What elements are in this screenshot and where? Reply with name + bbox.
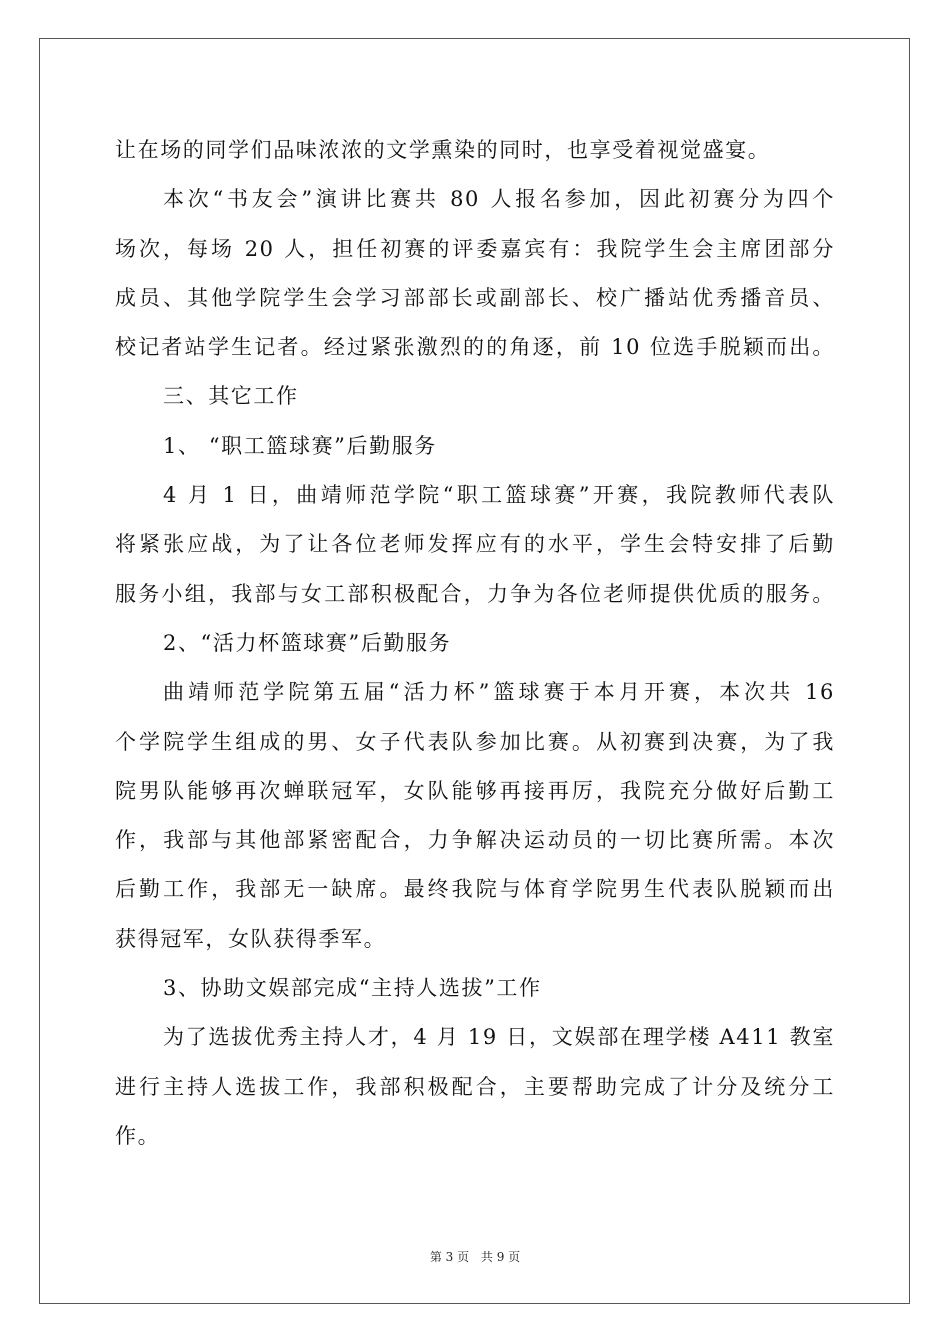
text-line: 后勤工作，我部无一缺席。最终我院与体育学院男生代表队脱颖而出 — [115, 877, 835, 902]
section-heading: 三、其它工作 — [163, 384, 299, 409]
subsection-heading: 2、“活力杯篮球赛”后勤服务 — [163, 630, 452, 655]
text-line: 校记者站学生记者。经过紧张激烈的的角逐，前 10 位选手脱颖而出。 — [115, 335, 835, 360]
text-line: 将紧张应战，为了让各位老师发挥应有的水平，学生会特安排了后勤 — [115, 532, 835, 557]
text-line: 获得冠军，女队获得季军。 — [115, 926, 387, 951]
page-total: 共 9 页 — [480, 1250, 521, 1264]
text-line: 服务小组，我部与女工部积极配合，力争为各位老师提供优质的服务。 — [115, 581, 835, 606]
page-number: 第 3 页 — [429, 1250, 470, 1264]
text-line: 成员、其他学院学生会学习部部长或副部长、校广播站优秀播音员、 — [115, 285, 835, 310]
text-line: 本次“书友会”演讲比赛共 80 人报名参加，因此初赛分为四个 — [163, 187, 835, 212]
subsection-heading: 3、协助文娱部完成“主持人选拔”工作 — [163, 976, 542, 1001]
subsection-heading: 1、 “职工篮球赛”后勤服务 — [163, 433, 437, 458]
text-line: 让在场的同学们品味浓浓的文学熏染的同时，也享受着视觉盛宴。 — [115, 138, 771, 162]
text-line: 个学院学生组成的男、女子代表队参加比赛。从初赛到决赛，为了我 — [115, 729, 835, 754]
document-body — [115, 126, 835, 1161]
page-footer — [0, 1248, 950, 1265]
text-line: 作，我部与其他部紧密配合，力争解决运动员的一切比赛所需。本次 — [115, 828, 835, 853]
text-line: 4 月 1 日，曲靖师范学院“职工篮球赛”开赛，我院教师代表队 — [163, 483, 835, 508]
text-line: 院男队能够再次蝉联冠军，女队能够再接再厉，我院充分做好后勤工 — [115, 778, 835, 803]
text-line: 为了选拔优秀主持人才，4 月 19 日，文娱部在理学楼 A411 教室 — [163, 1025, 835, 1050]
text-line: 场次，每场 20 人，担任初赛的评委嘉宾有：我院学生会主席团部分 — [115, 236, 835, 261]
text-line: 作。 — [115, 1123, 161, 1148]
text-line: 曲靖师范学院第五届“活力杯”篮球赛于本月开赛，本次共 16 — [163, 680, 835, 705]
text-line: 进行主持人选拔工作，我部积极配合，主要帮助完成了计分及统分工 — [115, 1074, 835, 1099]
